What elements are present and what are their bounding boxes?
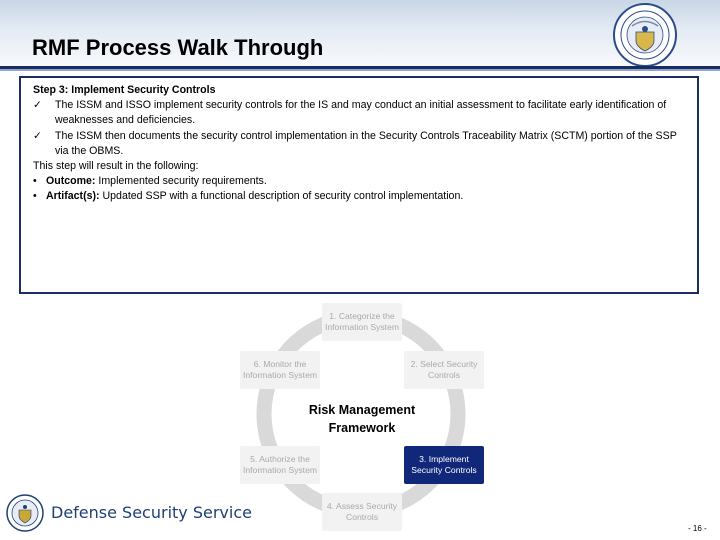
cycle-center-line1: Risk Management [308, 403, 416, 417]
dss-logo-icon [6, 494, 44, 532]
check-text: The ISSM and ISSO implement security controls for the IS and may conduct an initial assessment to facilitate early identification of weaknesses and deficiencies. [55, 99, 667, 127]
outcome-text: Implemented security requirements. [98, 175, 267, 188]
artifact-label: Artifact(s): [46, 190, 100, 203]
cycle-step-5[interactable] [240, 446, 320, 484]
check-text: The ISSM then documents the security control implementation in the Security Controls Traceability Matrix (SCTM) portion of the SSP via the OBMS. [55, 129, 677, 157]
page-number: - 16 - [688, 524, 707, 533]
cycle-step-6[interactable] [240, 351, 320, 389]
bullet-icon: • [33, 175, 37, 188]
org-name: Defense Security Service [51, 503, 252, 522]
checkmark-icon: ✓ [33, 129, 42, 142]
cycle-step-4[interactable] [322, 493, 402, 531]
artifact-text: Updated SSP with a functional description of security control implementation. [102, 190, 464, 203]
checkmark-icon: ✓ [33, 99, 42, 112]
result-intro: This step will result in the following: [33, 160, 199, 173]
outcome-label: Outcome: [46, 175, 96, 188]
cycle-step-label: 1. Categorize the Information System [324, 311, 400, 332]
cycle-step-2[interactable] [404, 351, 484, 389]
bullet-icon: • [33, 190, 37, 203]
cycle-center-label [292, 401, 432, 437]
cycle-step-3[interactable] [404, 446, 484, 484]
cycle-step-label: 4. Assess Security Controls [326, 501, 398, 522]
cycle-step-label: 3. Implement Security Controls [411, 454, 477, 475]
cycle-step-label: 2. Select Security Controls [410, 359, 478, 380]
slide-title: RMF Process Walk Through [32, 35, 324, 60]
cycle-step-label: 6. Monitor the Information System [242, 359, 318, 380]
cycle-center-line2: Framework [328, 421, 396, 435]
cycle-step-1[interactable] [322, 303, 402, 341]
cycle-step-label: 5. Authorize the Information System [242, 454, 318, 475]
step-title: Step 3: Implement Security Controls [33, 84, 216, 96]
